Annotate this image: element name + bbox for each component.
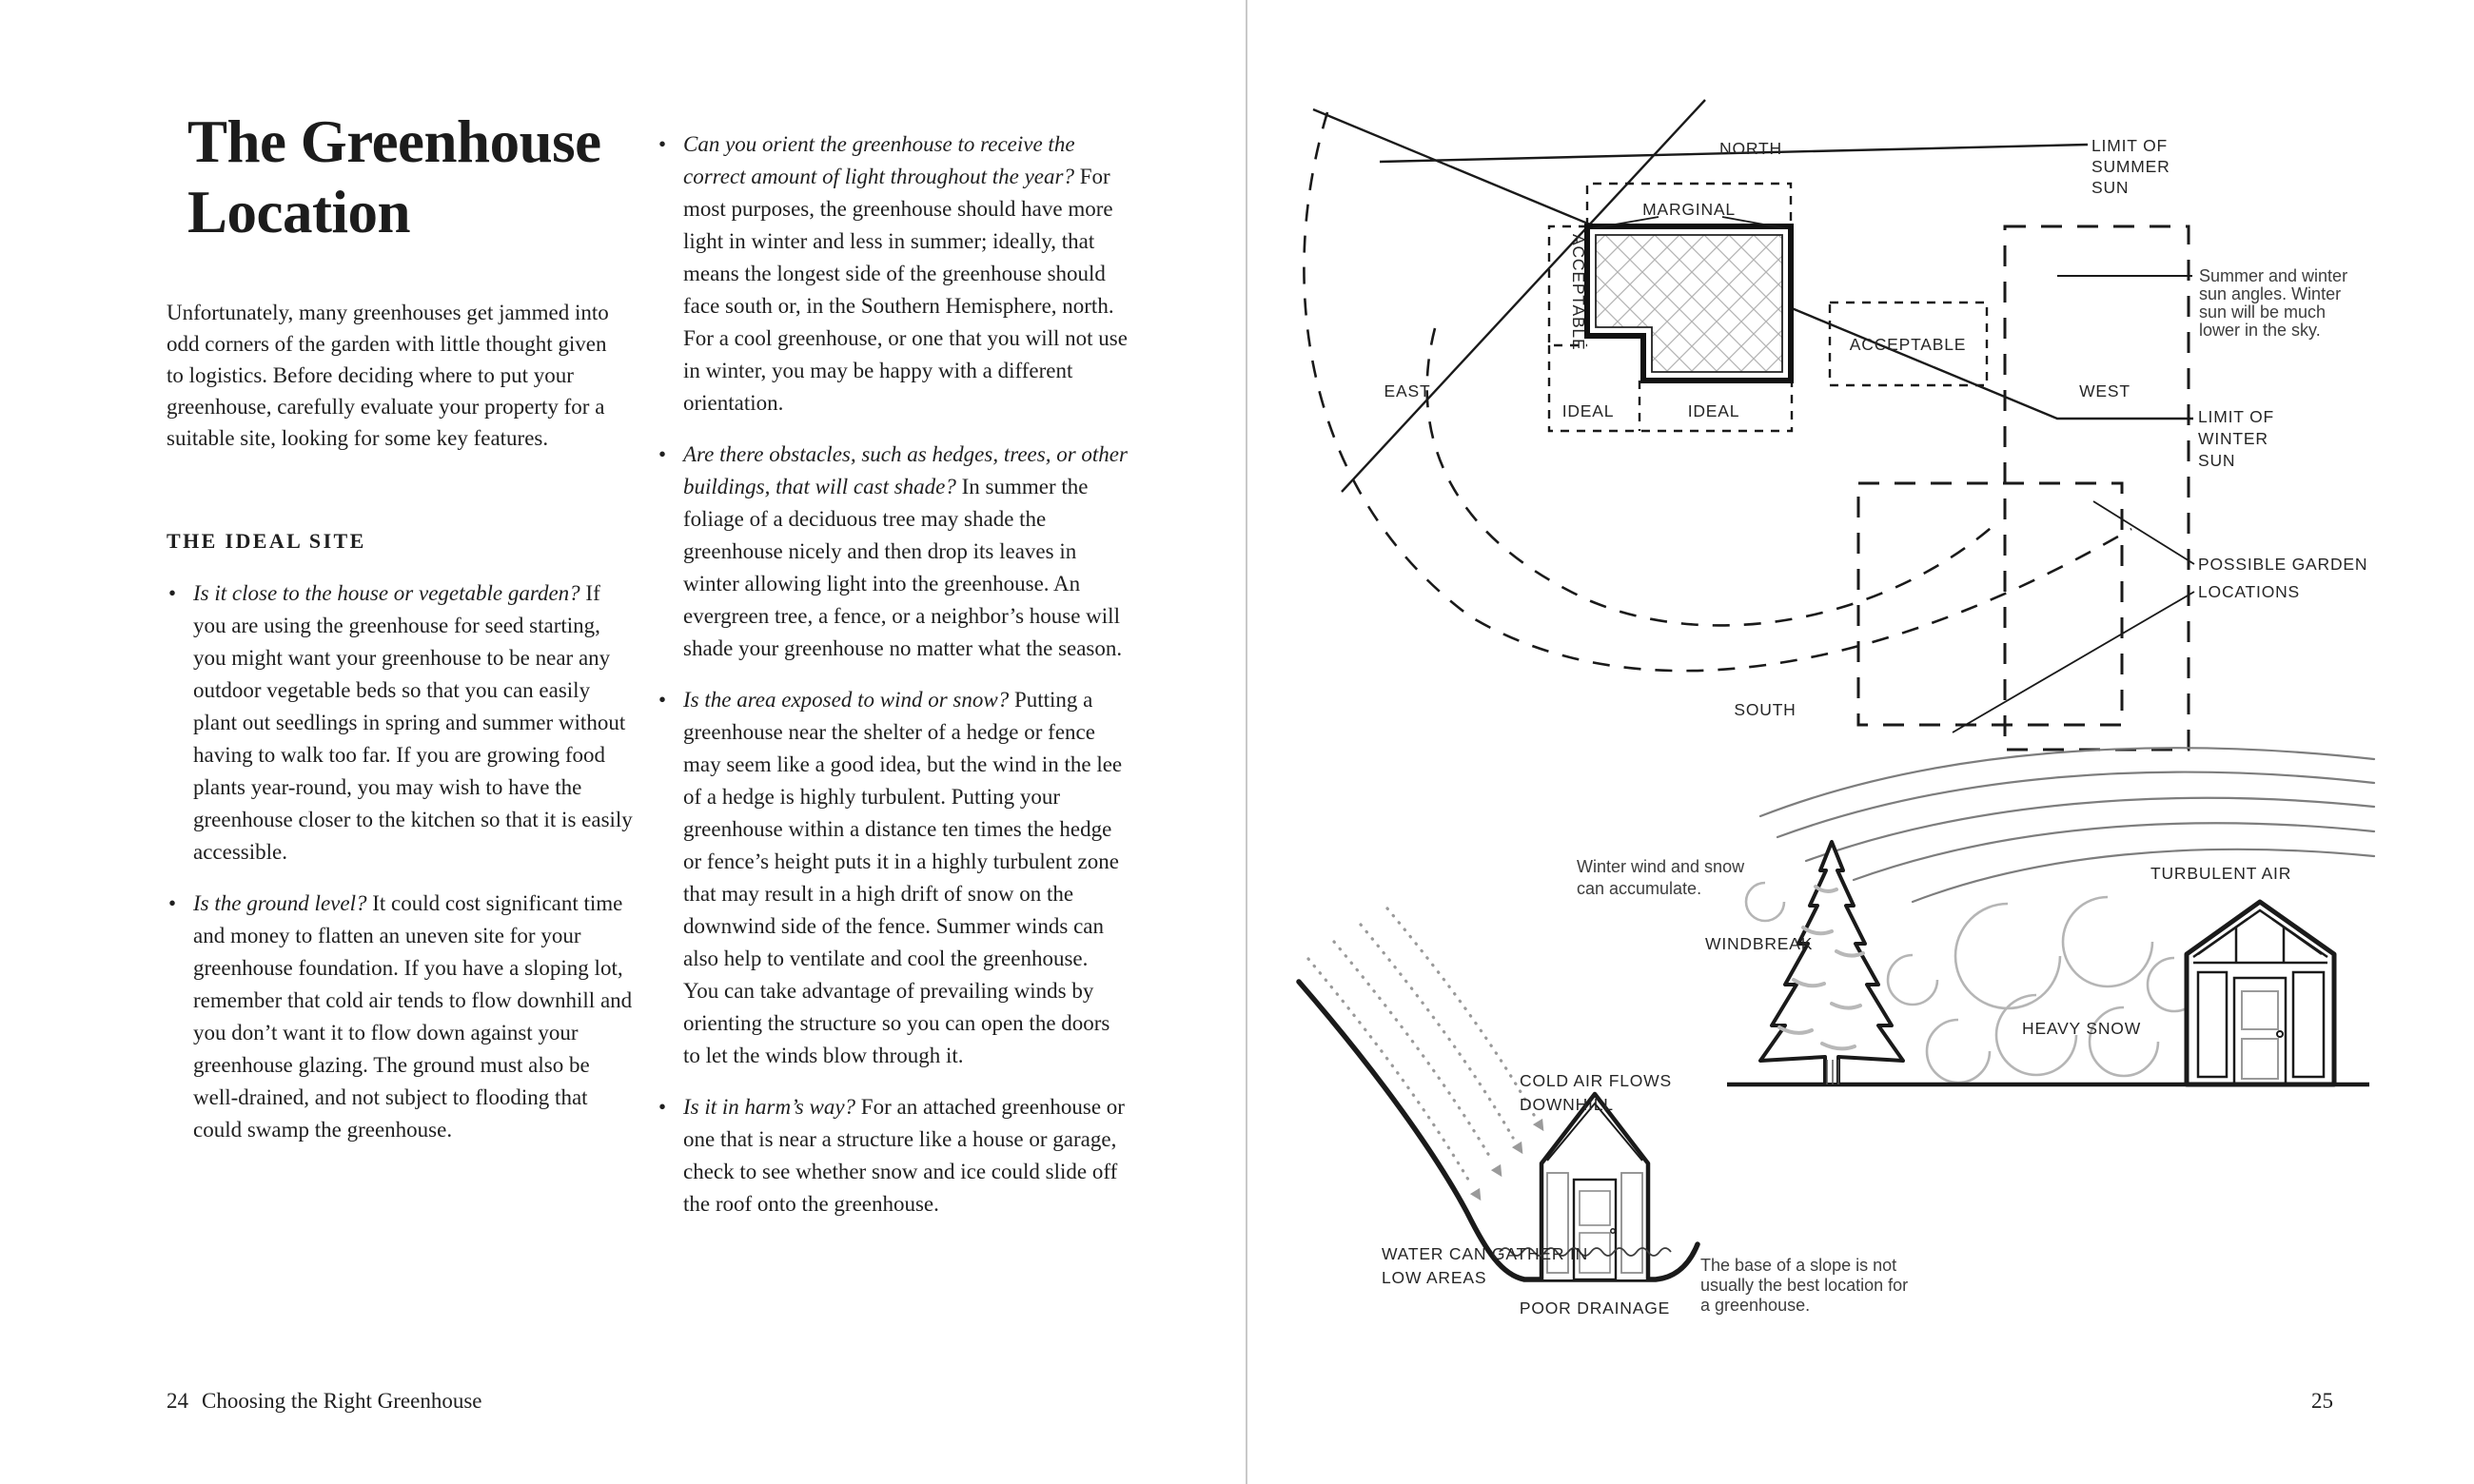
bullet-lead: Is the ground level? <box>193 891 367 915</box>
limit-summer-sun-label <box>2091 136 2170 197</box>
bullet-body: It could cost significant time and money to flatten an uneven site for your greenhouse foundation. If you have a sloping lot, remember that cold air tends to flow downhill and you don’t want it to flow down against your greenhouse glazing. The ground must also be well-drained, and not subject to flooding that could swamp the greenhouse. <box>193 891 633 1142</box>
bullet-body: If you are using the greenhouse for seed starting, you might want your greenhouse to be near any outdoor vegetable beds so that you can easily plant out seedlings in spring and summer without having to walk too far. If you are growing food plants year-round, you may wish to have the greenhouse closer to the kitchen so that it is easily accessible. <box>193 581 633 864</box>
bullet-lead: Is it in harm’s way? <box>683 1095 856 1119</box>
bullet-lead: Are there obstacles, such as hedges, trees, or other buildings, that will cast shade? <box>683 442 1128 498</box>
cold-air-arrows <box>1308 908 1534 1184</box>
zone-ideal-right-label: IDEAL <box>1687 401 1740 420</box>
garden-location-box <box>1858 483 2122 725</box>
turbulent-air-label: TURBULENT AIR <box>2150 864 2292 883</box>
windbreak-tree-icon <box>1760 842 1903 1084</box>
compass-north-label: NORTH <box>1719 139 1782 158</box>
svg-text:SUN: SUN <box>2198 451 2236 470</box>
svg-text:a greenhouse.: a greenhouse. <box>1700 1296 1811 1315</box>
svg-text:LOCATIONS: LOCATIONS <box>2198 582 2301 601</box>
house-footprint-hatch <box>1596 235 1782 372</box>
text-column-1 <box>167 577 638 1165</box>
svg-text:SUN: SUN <box>2091 178 2130 197</box>
garden-callout-lines <box>1953 501 2194 732</box>
svg-text:sun angles. Winter: sun angles. Winter <box>2199 284 2342 303</box>
wind-drainage-diagram <box>1299 748 2374 1318</box>
svg-text:The base of a slope is not: The base of a slope is not <box>1700 1256 1897 1275</box>
zone-acceptable-left-label: ACCEPTABLE <box>1569 234 1588 351</box>
svg-text:can accumulate.: can accumulate. <box>1577 879 1702 898</box>
list-item <box>167 577 638 869</box>
section-heading: THE IDEAL SITE <box>167 529 366 553</box>
compass-east-label: EAST <box>1384 381 1431 400</box>
site-plan-diagram <box>1304 100 2367 750</box>
zone-acceptable-right-label: ACCEPTABLE <box>1849 335 1967 354</box>
zone-marginal-label: MARGINAL <box>1642 200 1736 219</box>
diagrams-canvas <box>1247 0 2474 1484</box>
svg-text:LIMIT OF: LIMIT OF <box>2091 136 2168 155</box>
svg-text:lower in the sky.: lower in the sky. <box>2199 321 2321 340</box>
heavy-snow-label: HEAVY SNOW <box>2022 1019 2142 1038</box>
svg-text:POSSIBLE GARDEN: POSSIBLE GARDEN <box>2198 555 2368 574</box>
svg-text:WATER CAN GATHER IN: WATER CAN GATHER IN <box>1382 1244 1589 1263</box>
sun-angle-zone-box <box>2005 226 2189 750</box>
list-item <box>657 1091 1128 1220</box>
intro-paragraph: Unfortunately, many greenhouses get jammed into odd corners of the garden with little thought given to logistics. Before deciding where to put your greenhouse, carefully evaluate your property for a suitable site, looking for some key features. <box>167 301 609 450</box>
footer-left <box>167 1389 482 1414</box>
bullet-lead: Is the area exposed to wind or snow? <box>683 688 1010 712</box>
bullet-body: Putting a greenhouse near the shelter of a hedge or fence may seem like a good idea, but the wind in the lee of a hedge is highly turbulent. Putting your greenhouse within a distance ten times the hedge or fence’s height puts it in a highly turbulent zone that may result in a high drift of snow on the downwind side of the fence. Summer winds can also help to ventilate and cool the greenhouse. You can take advantage of prevailing winds by orienting the structure so you can open the doors to let the winds blow through it. <box>683 688 1123 1067</box>
compass-south-label: SOUTH <box>1734 700 1797 719</box>
svg-text:Winter wind and snow: Winter wind and snow <box>1577 857 1745 876</box>
svg-text:LIMIT OF: LIMIT OF <box>2198 407 2274 426</box>
svg-text:DOWNHILL: DOWNHILL <box>1520 1095 1614 1114</box>
zone-ideal-left-label: IDEAL <box>1561 401 1615 420</box>
slope-base-note <box>1700 1256 1908 1315</box>
running-head: Choosing the Right Greenhouse <box>202 1389 482 1413</box>
bullet-body: For an attached greenhouse or one that is near a structure like a house or garage, check to see whether snow and ice could slide off the roof onto the greenhouse. <box>683 1095 1125 1216</box>
page-title: The Greenhouse Location <box>187 108 601 245</box>
svg-text:LOW AREAS: LOW AREAS <box>1382 1268 1487 1287</box>
svg-text:SUMMER: SUMMER <box>2091 157 2170 176</box>
svg-text:COLD AIR FLOWS: COLD AIR FLOWS <box>1520 1071 1672 1090</box>
list-item <box>167 888 638 1146</box>
list-item <box>657 128 1128 420</box>
bullet-lead: Can you orient the greenhouse to receive the correct amount of light throughout the year? <box>683 132 1075 188</box>
possible-garden-locations-label <box>2198 555 2367 601</box>
limit-winter-sun-label <box>2198 407 2274 470</box>
list-item <box>657 439 1128 665</box>
compass-west-label: WEST <box>2079 381 2130 400</box>
text-column-2 <box>657 128 1128 1240</box>
poor-drainage-label: POOR DRAINAGE <box>1519 1298 1671 1318</box>
sun-angles-note <box>2199 266 2347 340</box>
footer-right-page-number: 25 <box>2311 1389 2333 1413</box>
winter-wind-note <box>1577 857 1745 898</box>
list-item <box>657 684 1128 1072</box>
svg-text:sun will be much: sun will be much <box>2199 303 2327 322</box>
page-number: 24 <box>167 1389 188 1413</box>
greenhouse-right-icon <box>2187 902 2334 1084</box>
svg-text:Summer and winter: Summer and winter <box>2199 266 2348 285</box>
bullet-body: For most purposes, the greenhouse should have more light in winter and less in summer; ideally, that means the longest side of the greenhouse should face south or, in the Southern Hemisphere, north. For a cool greenhouse, or one that you will not use in winter, you may be happy with a different orientation. <box>683 165 1128 415</box>
svg-text:WINTER: WINTER <box>2198 429 2268 448</box>
bullet-lead: Is it close to the house or vegetable garden? <box>193 581 580 605</box>
bullet-body: In summer the foliage of a deciduous tree may shade the greenhouse nicely and then drop its leaves in winter allowing light into the greenhouse. An evergreen tree, a fence, or a neighbor’s house will shade your greenhouse no matter what the season. <box>683 475 1123 660</box>
svg-text:usually the best location for: usually the best location for <box>1700 1276 1909 1295</box>
windbreak-label: WINDBREAK <box>1705 934 1814 953</box>
